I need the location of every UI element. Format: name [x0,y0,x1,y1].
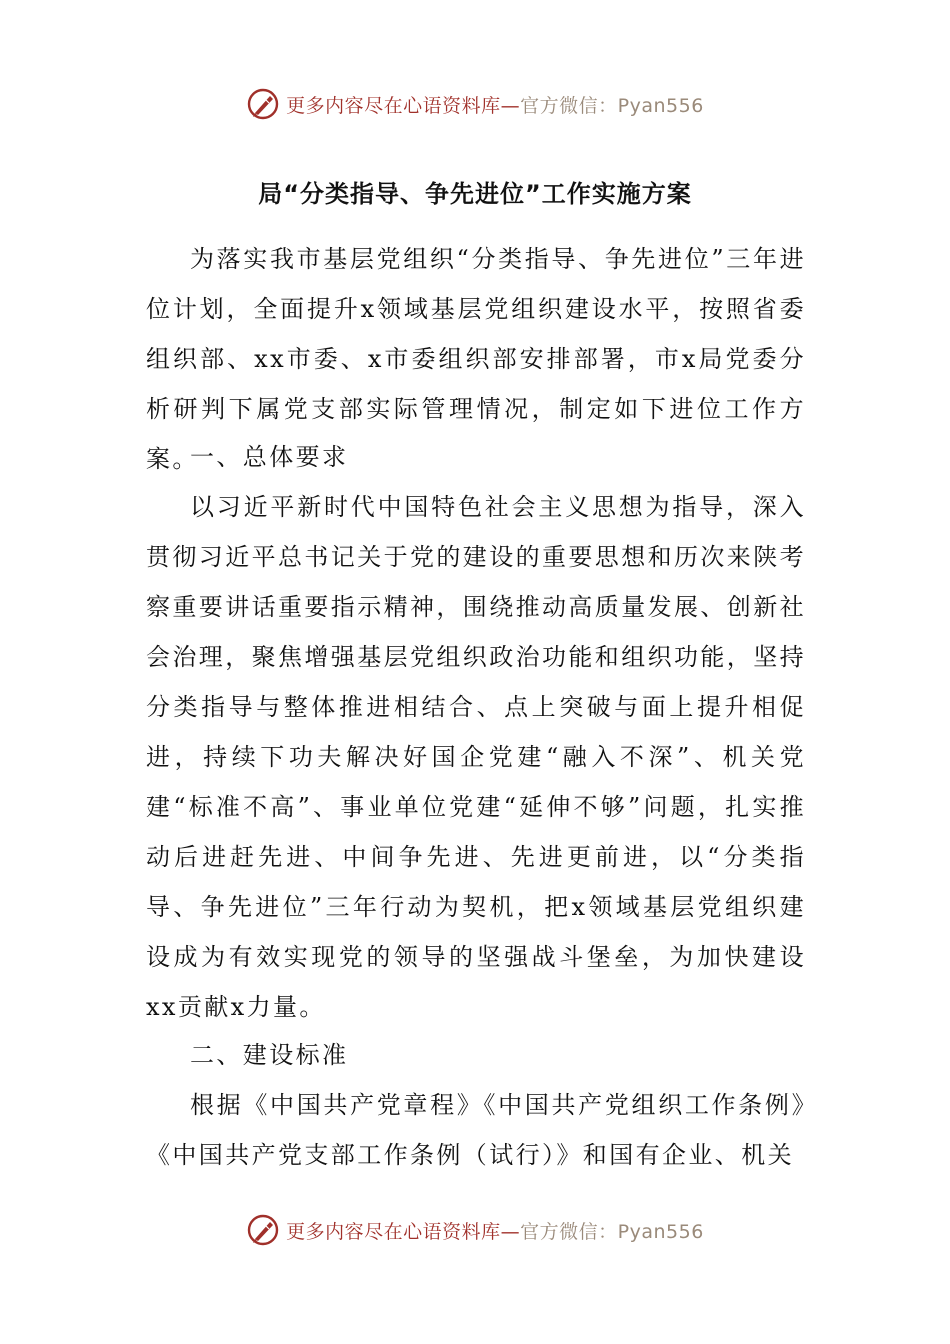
quill-pen-logo-icon [246,1213,280,1247]
watermark-banner-bottom [0,1210,950,1250]
document-title: 局“分类指导、争先进位”工作实施方案 [258,180,692,208]
section-1-heading: 一、总体要求 [190,443,349,471]
watermark-banner-top [0,84,950,124]
watermark-text: 更多内容尽在心语资料库—官方微信：Pyan556 [286,94,704,117]
intro-paragraph: 为落实我市基层党组织“分类指导、争先进位”三年进位计划，全面提升x领域基层党组织建设水平，按照省委组织部、xx市委、x市委组织部安排部署，市x局党委分析研判下属党支部实际管理情况，制定如下进位工作方案。 [146,245,806,473]
section-2-heading: 二、建设标准 [190,1041,349,1069]
quill-pen-logo-icon [246,87,280,121]
section-2-paragraph: 根据《中国共产党章程》《中国共产党组织工作条例》《中国共产党支部工作条例（试行）》和国有企业、机关 [146,1091,806,1169]
section-1-paragraph: 以习近平新时代中国特色社会主义思想为指导，深入贯彻习近平总书记关于党的建设的重要思想和历次来陕考察重要讲话重要指示精神，围绕推动高质量发展、创新社会治理，聚焦增强基层党组织政治功能和组织功能，坚持分类指导与整体推进相结合、点上突破与面上提升相促进，持续下功夫解决好国企党建“融入不深”、机关党建“标准不高”、事业单位党建“延伸不够”问题，扎实推动后进赶先进、中间争先进、先进更前进，以“分类指导、争先进位”三年行动为契机，把x领域基层党组织建设成为有效实现党的领导的坚强战斗堡垒，为加快建设xx贡献x力量。 [146,493,806,1021]
watermark-text: 更多内容尽在心语资料库—官方微信：Pyan556 [286,1220,704,1243]
